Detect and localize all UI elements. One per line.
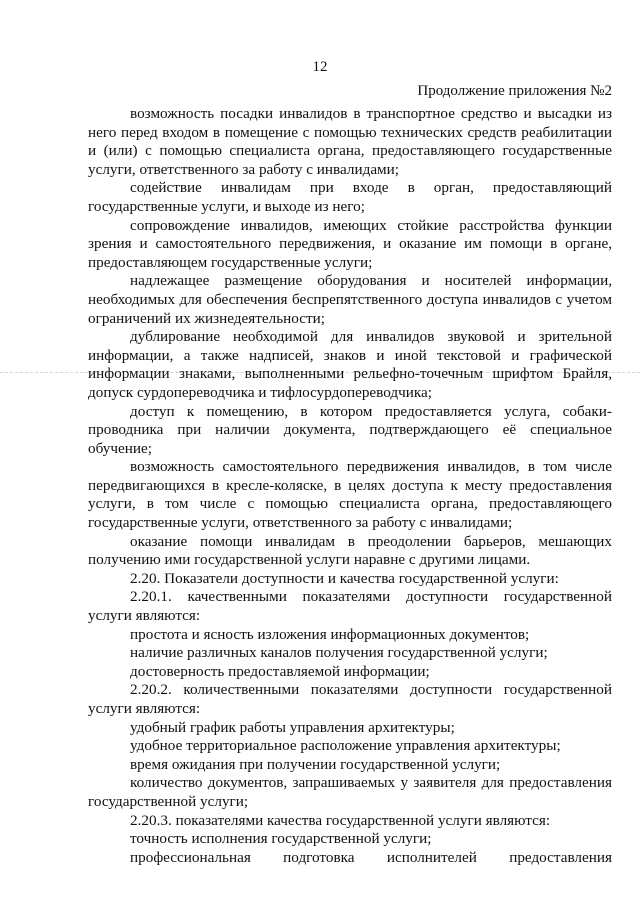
- list-item: наличие различных каналов получения государственной услуги;: [130, 644, 548, 662]
- list-item: удобный график работы управления архитектуры;: [130, 718, 455, 736]
- list-item: простота и ясность изложения информационных документов;: [130, 625, 530, 643]
- list-item: точность исполнения государственной услуги;: [130, 830, 432, 848]
- subsection-2-20-1: 2.20.1. качественными показателями доступности государственной услуги являются:: [88, 588, 612, 625]
- paragraph: возможность самостоятельного передвижения инвалидов, в том числе передвигающихся в кресле-коляске, в целях доступа к месту предоставления услуги, в том числе с помощью специалиста органа, предоставляющего государственные услуги, ответственного за работу с инвалидами;: [88, 458, 612, 532]
- page-number: 12: [312, 59, 328, 75]
- list-item: удобное территориальное расположение управления архитектуры;: [130, 737, 561, 755]
- paragraph: содействие инвалидам при входе в орган, предоставляющий государственные услуги, и выходе из него;: [88, 179, 612, 215]
- list-item: достоверность предоставляемой информации;: [130, 662, 430, 680]
- paragraph: доступ к помещению, в котором предоставляется услуга, собаки-проводника при наличии документа, подтверждающего её специальное обучение;: [88, 402, 612, 457]
- subsection-2-20-3: 2.20.3. показателями качества государственной услуги являются:: [130, 811, 551, 829]
- paragraph: оказание помощи инвалидам в преодолении барьеров, мешающих получению ими государственной услуги наравне с другими лицами.: [88, 532, 612, 569]
- list-item: количество документов, запрашиваемых у заявителя для предоставления государственной услуги;: [88, 774, 612, 810]
- appendix-continuation-heading: Продолжение приложения №2: [417, 83, 612, 99]
- paragraph: дублирование необходимой для инвалидов звуковой и зрительной информации, а также надписей, знаков и иной текстовой и графической информации знаками, выполненными рельефно-точечным шрифтом Брайля, допуск сурдопереводчика и тифлосурдопереводчика;: [88, 328, 612, 401]
- list-item-truncated: профессиональная подготовка исполнителей предоставления: [130, 848, 612, 866]
- list-item: время ожидания при получении государственной услуги;: [130, 755, 501, 773]
- subsection-2-20-2: 2.20.2. количественными показателями доступности государственной услуги являются:: [88, 681, 612, 717]
- paragraph: надлежащее размещение оборудования и носителей информации, необходимых для обеспечения беспрепятственного доступа инвалидов с учетом ограничений их жизнедеятельности;: [88, 272, 612, 327]
- paragraph: сопровождение инвалидов, имеющих стойкие расстройства функции зрения и самостоятельного передвижения, и оказание им помощи в органе, предоставляющем государственные услуги;: [88, 216, 612, 271]
- document-body: [88, 105, 612, 867]
- paragraph: возможность посадки инвалидов в транспортное средство и высадки из него перед входом в помещение с помощью технических средств реабилитации и (или) с помощью специалиста органа, предоставляющего государственные услуги, ответственного за работу с инвалидами;: [88, 105, 612, 178]
- section-heading-2-20: 2.20. Показатели доступности и качества государственной услуги:: [130, 569, 559, 587]
